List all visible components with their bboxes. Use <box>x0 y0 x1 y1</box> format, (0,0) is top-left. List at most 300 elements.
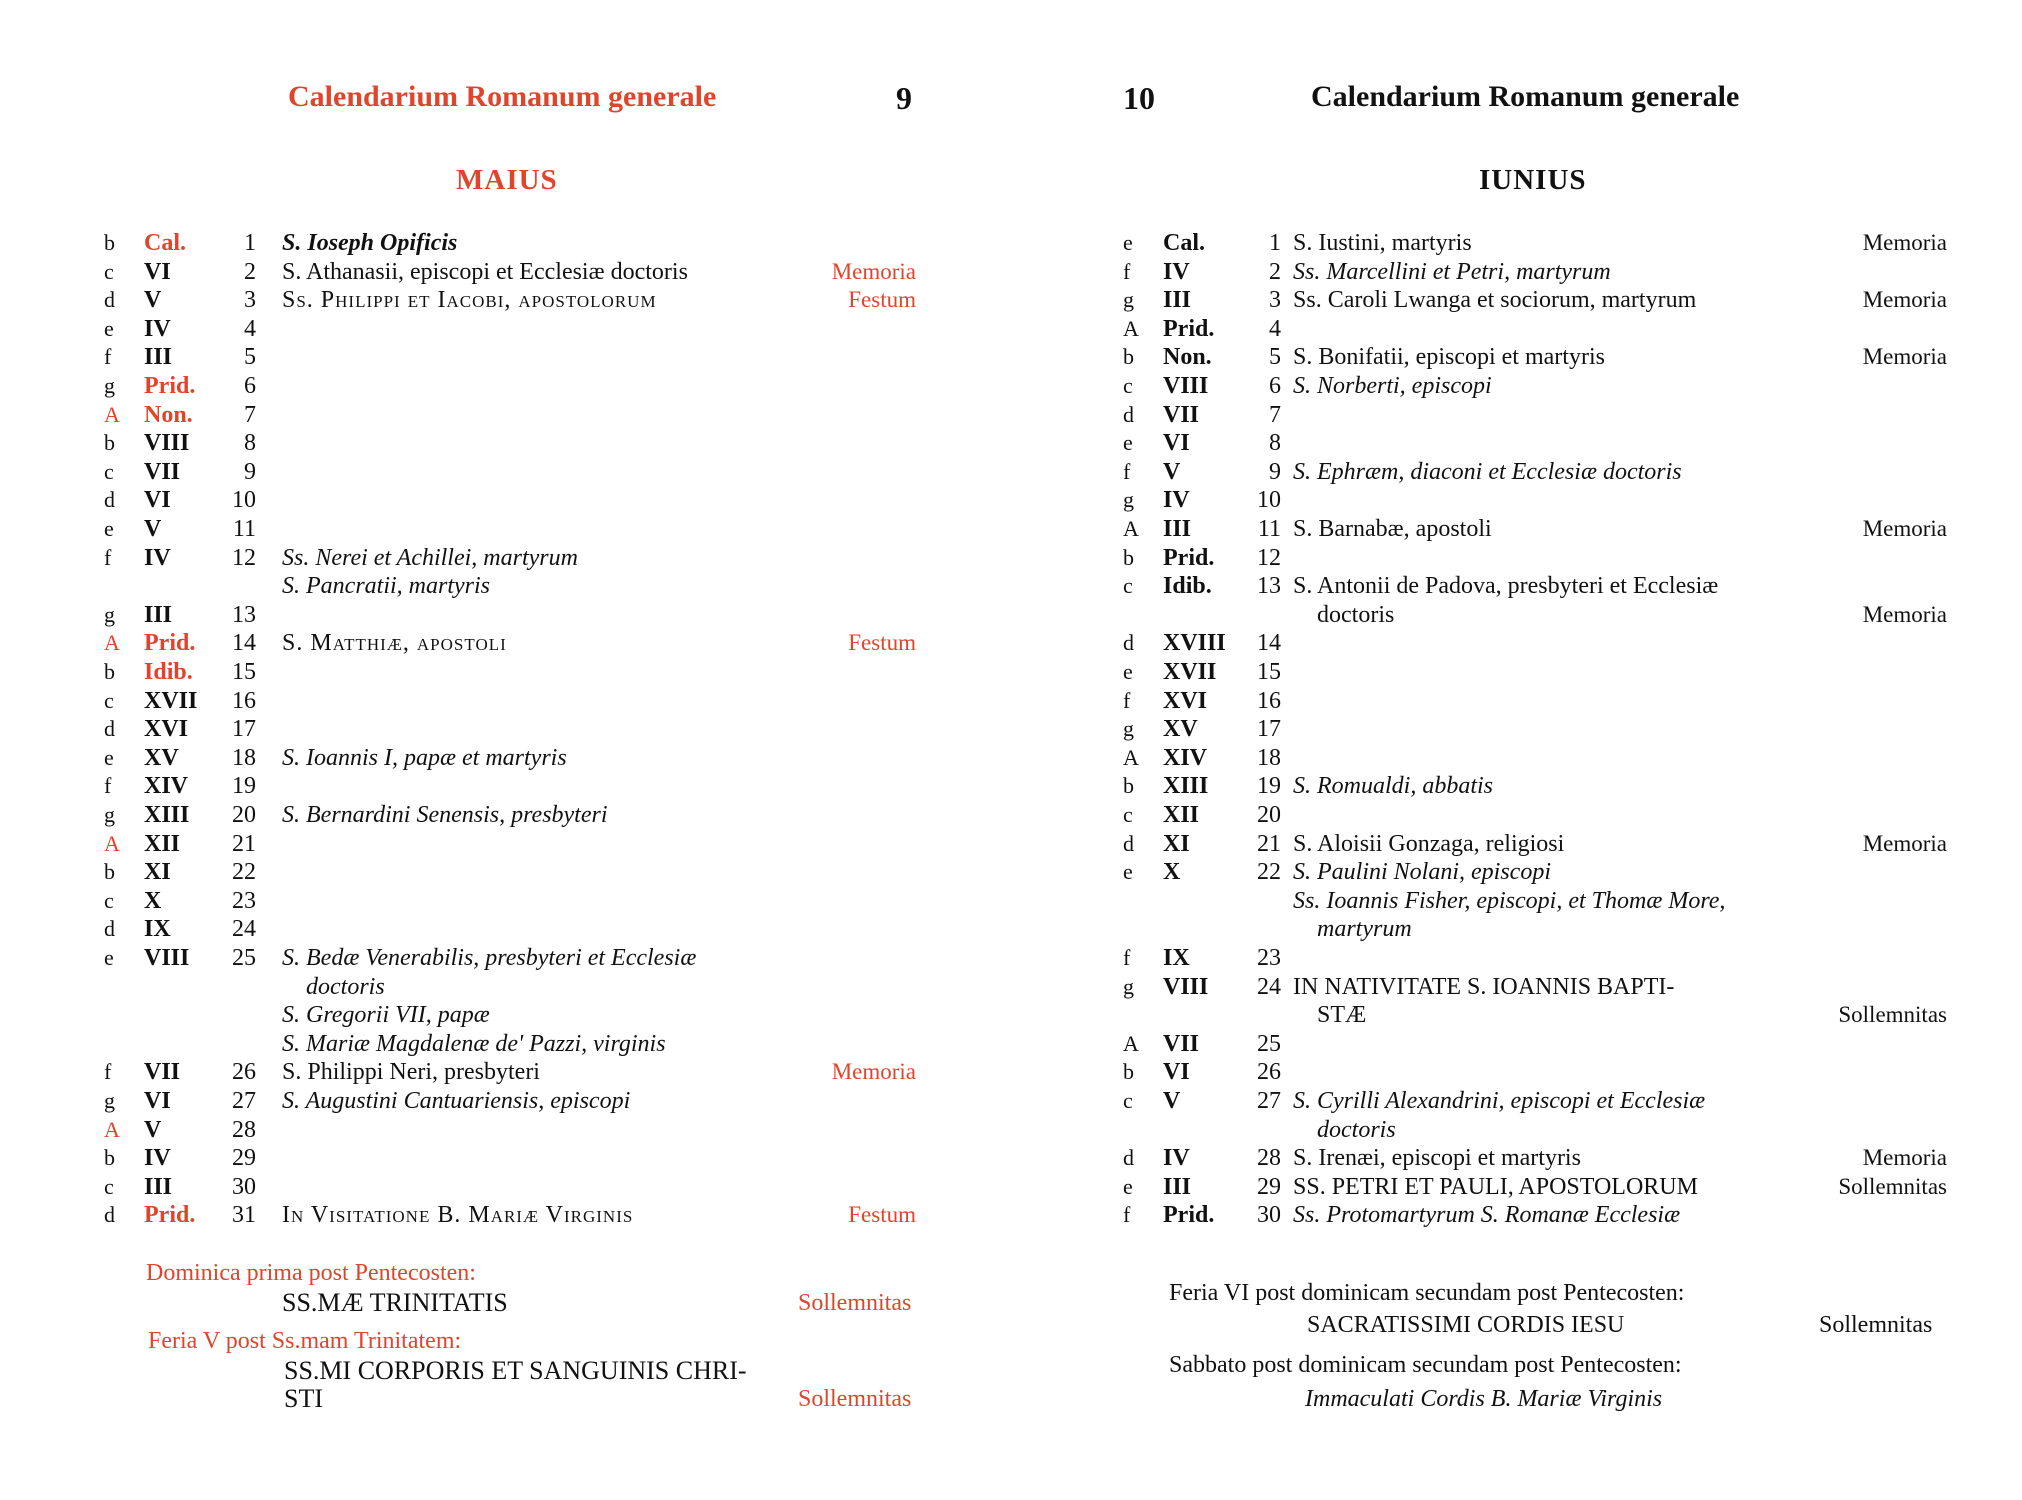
day-number: 17 <box>232 716 256 743</box>
day-number: 7 <box>244 401 256 428</box>
roman-date: V <box>1163 458 1181 485</box>
day-number: 23 <box>1257 945 1281 971</box>
dominical-letter: A <box>1123 315 1139 341</box>
calendar-row <box>1011 972 2022 1002</box>
day-number: 31 <box>232 1202 256 1229</box>
rank-label: Festum <box>848 287 916 313</box>
day-number: 22 <box>232 859 256 886</box>
dominical-letter: c <box>1123 802 1133 827</box>
day-number: 20 <box>1257 802 1281 828</box>
rank-label: Sollemnitas <box>798 1290 912 1316</box>
roman-date: XI <box>144 859 171 886</box>
roman-date: V <box>1163 1088 1181 1114</box>
page-right <box>1011 0 2022 1500</box>
roman-date: XIV <box>1163 744 1208 771</box>
calendar-row <box>1011 457 2022 487</box>
dominical-letter: g <box>1123 487 1134 513</box>
roman-date: Prid. <box>144 630 196 657</box>
day-number: 2 <box>244 258 256 285</box>
day-number: 19 <box>1257 773 1281 800</box>
day-number: 11 <box>1257 516 1281 542</box>
dominical-letter: f <box>1123 945 1131 970</box>
calendar-row <box>0 657 1011 687</box>
rank-label: Sollemnitas <box>1838 1173 1947 1199</box>
calendar-row <box>1011 1086 2022 1116</box>
calendar-row <box>0 714 1011 744</box>
roman-date: XIII <box>144 802 190 828</box>
day-number: 26 <box>1257 1059 1281 1086</box>
note-intro: Dominica prima post Pentecosten: <box>146 1260 476 1286</box>
calendar-row <box>0 543 1011 573</box>
dominical-letter: b <box>1123 1059 1134 1085</box>
day-number: 6 <box>1269 373 1281 399</box>
celebration-text: doctoris <box>1317 601 1395 628</box>
dominical-letter: e <box>1123 659 1133 684</box>
calendar-row <box>0 342 1011 372</box>
day-number: 8 <box>244 430 256 457</box>
roman-date: XVII <box>1163 659 1217 685</box>
celebration-text: doctoris <box>1317 1116 1396 1143</box>
celebration-text: S. Athanasii, episcopi et Ecclesiæ doctoris <box>282 258 688 285</box>
calendar-row <box>1011 628 2022 658</box>
calendar-row <box>1011 428 2022 458</box>
calendar-row <box>1011 342 2022 372</box>
roman-date: XV <box>1163 716 1198 743</box>
day-number: 10 <box>1257 487 1281 514</box>
dominical-letter: b <box>1123 773 1134 799</box>
dominical-letter: A <box>1123 1030 1139 1056</box>
dominical-letter: e <box>104 516 114 541</box>
dominical-letter: d <box>1123 630 1134 656</box>
dominical-letter: A <box>104 401 120 427</box>
calendar-row <box>0 314 1011 344</box>
calendar-row <box>1011 600 2022 630</box>
dominical-letter: b <box>104 659 115 684</box>
calendar-row <box>1011 914 2022 944</box>
celebration-text: Ss. Marcellini et Petri, martyrum <box>1293 258 1611 285</box>
calendar-row <box>0 1172 1011 1202</box>
note-title: SS.MÆ TRINITATIS <box>282 1288 508 1317</box>
roman-date: III <box>1163 516 1192 542</box>
rank-label: Memoria <box>1862 1145 1947 1171</box>
calendar-row <box>1011 400 2022 430</box>
dominical-letter: A <box>104 630 120 656</box>
day-number: 19 <box>232 773 256 800</box>
roman-date: VI <box>1163 430 1190 457</box>
dominical-letter: b <box>104 230 115 255</box>
day-number: 6 <box>244 373 256 399</box>
dominical-letter: f <box>104 344 112 370</box>
day-number: 15 <box>232 659 256 685</box>
dominical-letter: d <box>104 916 115 942</box>
celebration-text: STÆ <box>1317 1002 1367 1029</box>
roman-date: Cal. <box>1163 230 1205 256</box>
roman-date: X <box>144 887 162 914</box>
roman-date: XII <box>1163 802 1200 828</box>
roman-date: V <box>144 287 162 314</box>
calendar-row <box>1011 1200 2022 1230</box>
dominical-letter: e <box>104 744 114 770</box>
day-number: 12 <box>232 544 256 571</box>
day-number: 23 <box>232 887 256 914</box>
calendar-row <box>1011 800 2022 830</box>
calendar-row <box>0 428 1011 458</box>
dominical-letter: d <box>104 487 115 513</box>
dominical-letter: A <box>1123 744 1139 770</box>
day-number: 1 <box>244 230 256 256</box>
roman-date: Cal. <box>144 230 186 256</box>
day-number: 5 <box>244 344 256 371</box>
day-number: 18 <box>232 744 256 771</box>
roman-date: XIV <box>144 773 189 800</box>
dominical-letter: f <box>1123 458 1131 484</box>
day-number: 9 <box>244 458 256 485</box>
roman-date: XV <box>144 744 179 771</box>
roman-date: IV <box>1163 487 1190 514</box>
day-number: 29 <box>232 1145 256 1172</box>
calendar-row <box>0 285 1011 315</box>
calendar-row <box>1011 771 2022 801</box>
day-number: 26 <box>232 1059 256 1086</box>
celebration-text: S. Cyrilli Alexandrini, episcopi et Ecclesiæ <box>1293 1088 1706 1114</box>
roman-date: VIII <box>144 430 190 457</box>
roman-date: Prid. <box>1163 315 1215 342</box>
calendar-row <box>0 371 1011 401</box>
calendar-row <box>0 686 1011 716</box>
calendar-row <box>1011 543 2022 573</box>
calendar-row <box>0 1086 1011 1116</box>
day-number: 21 <box>232 830 256 857</box>
rank-label: Memoria <box>1862 601 1947 627</box>
dominical-letter: f <box>1123 687 1131 713</box>
celebration-text: S. Irenæi, episcopi et martyris <box>1293 1145 1581 1172</box>
day-number: 21 <box>1257 830 1281 857</box>
calendar-row <box>0 1115 1011 1145</box>
day-number: 15 <box>1257 659 1281 685</box>
calendar-row <box>0 628 1011 658</box>
roman-date: III <box>144 601 173 628</box>
page-number: 10 <box>1123 80 1155 116</box>
day-number: 1 <box>1269 230 1281 256</box>
month-title: IUNIUS <box>1479 164 1587 196</box>
roman-date: Non. <box>1163 344 1212 371</box>
day-number: 14 <box>232 630 256 657</box>
calendar-row <box>1011 829 2022 859</box>
dominical-letter: c <box>1123 573 1133 599</box>
celebration-text: S. Matthiæ, apostoli <box>282 630 507 657</box>
rank-label: Sollemnitas <box>1819 1312 1933 1338</box>
celebration-text: S. Antonii de Padova, presbyteri et Ecclesiæ <box>1293 573 1719 600</box>
day-number: 29 <box>1257 1173 1281 1200</box>
calendar-row <box>1011 1143 2022 1173</box>
celebration-text: Ss. Nerei et Achillei, martyrum <box>282 544 578 571</box>
calendar-row <box>1011 657 2022 687</box>
dominical-letter: c <box>1123 1088 1133 1113</box>
celebration-text: SS. PETRI ET PAULI, APOSTOLORUM <box>1293 1173 1698 1200</box>
note-title: SS.MI CORPORIS ET SANGUINIS CHRI- <box>284 1356 747 1385</box>
calendar-row <box>0 600 1011 630</box>
celebration-text: S. Iustini, martyris <box>1293 230 1472 256</box>
dominical-letter: b <box>104 1145 115 1171</box>
calendar-row <box>0 829 1011 859</box>
roman-date: III <box>1163 1173 1192 1200</box>
running-title: Calendarium Romanum generale <box>1311 80 1740 113</box>
dominical-letter: g <box>104 601 115 627</box>
celebration-text: S. Mariæ Magdalenæ de' Pazzi, virginis <box>282 1030 666 1057</box>
calendar-row <box>1011 714 2022 744</box>
roman-date: XII <box>144 830 181 857</box>
day-number: 25 <box>1257 1030 1281 1057</box>
day-number: 16 <box>1257 687 1281 714</box>
running-title: Calendarium Romanum generale <box>288 80 717 113</box>
roman-date: III <box>144 1173 173 1200</box>
calendar-row <box>1011 1057 2022 1087</box>
calendar-row <box>1011 886 2022 916</box>
calendar-row <box>0 485 1011 515</box>
roman-date: XVI <box>1163 687 1208 714</box>
dominical-letter: A <box>104 1116 120 1142</box>
note-title: STI <box>284 1384 323 1413</box>
rank-label: Memoria <box>1862 830 1947 856</box>
calendar-row <box>1011 1000 2022 1030</box>
celebration-text: IN NATIVITATE S. IOANNIS BAPTI- <box>1293 973 1675 1000</box>
rank-label: Memoria <box>831 1059 916 1085</box>
dominical-letter: d <box>104 287 115 313</box>
calendar-row <box>1011 285 2022 315</box>
dominical-letter: e <box>1123 230 1133 255</box>
roman-date: IV <box>144 544 171 571</box>
calendar-row <box>0 1057 1011 1087</box>
calendar-row <box>1011 371 2022 401</box>
calendar-row <box>0 228 1011 258</box>
roman-date: III <box>144 344 173 371</box>
roman-date: IV <box>1163 258 1190 285</box>
calendar-row <box>0 1143 1011 1173</box>
calendar-row <box>0 743 1011 773</box>
dominical-letter: f <box>1123 1202 1131 1228</box>
celebration-text: S. Romualdi, abbatis <box>1293 773 1494 800</box>
day-number: 11 <box>232 516 256 542</box>
calendar-row <box>1011 228 2022 258</box>
dominical-letter: c <box>104 458 114 484</box>
note-title: SACRATISSIMI CORDIS IESU <box>1307 1312 1625 1338</box>
celebration-text: Ss. Philippi et Iacobi, apostolorum <box>282 287 657 314</box>
calendar-row <box>1011 571 2022 601</box>
celebration-text: martyrum <box>1317 916 1412 943</box>
roman-date: IV <box>1163 1145 1190 1172</box>
roman-date: IV <box>144 315 171 342</box>
roman-date: VII <box>144 1059 181 1086</box>
roman-date: VI <box>1163 1059 1190 1086</box>
day-number: 28 <box>1257 1145 1281 1172</box>
celebration-text: S. Gregorii VII, papæ <box>282 1002 490 1029</box>
celebration-text: S. Norberti, episcopi <box>1293 373 1492 399</box>
celebration-text: S. Aloisii Gonzaga, religiosi <box>1293 830 1565 857</box>
day-number: 24 <box>1257 973 1281 1000</box>
day-number: 27 <box>232 1088 256 1114</box>
dominical-letter: d <box>1123 1145 1134 1171</box>
note-intro: Sabbato post dominicam secundam post Pentecosten: <box>1169 1352 1682 1378</box>
dominical-letter: b <box>1123 344 1134 370</box>
dominical-letter: b <box>1123 544 1134 570</box>
day-number: 22 <box>1257 859 1281 886</box>
roman-date: VI <box>144 1088 171 1114</box>
dominical-letter: c <box>104 1173 114 1199</box>
day-number: 10 <box>232 487 256 514</box>
roman-date: Prid. <box>1163 1202 1215 1229</box>
roman-date: III <box>1163 287 1192 314</box>
calendar-row <box>0 400 1011 430</box>
calendar-row <box>0 914 1011 944</box>
rank-label: Sollemnitas <box>798 1386 912 1412</box>
roman-date: XVII <box>144 687 198 714</box>
calendar-row <box>0 857 1011 887</box>
calendar-row <box>1011 943 2022 973</box>
calendar-row <box>0 800 1011 830</box>
roman-date: Idib. <box>1163 573 1212 600</box>
dominical-letter: e <box>104 315 114 341</box>
dominical-letter: f <box>104 1059 112 1085</box>
note-intro: Feria V post Ss.mam Trinitatem: <box>148 1328 462 1354</box>
roman-date: XIII <box>1163 773 1209 800</box>
rank-label: Memoria <box>1862 516 1947 541</box>
day-number: 14 <box>1257 630 1281 657</box>
calendar-row <box>0 1000 1011 1030</box>
calendar-row <box>1011 485 2022 515</box>
roman-date: VIII <box>1163 373 1209 399</box>
dominical-letter: d <box>1123 830 1134 856</box>
celebration-text: S. Barnabæ, apostoli <box>1293 516 1492 542</box>
celebration-text: S. Augustini Cantuariensis, episcopi <box>282 1088 631 1114</box>
dominical-letter: e <box>1123 430 1133 456</box>
month-title: MAIUS <box>456 164 558 196</box>
roman-date: Prid. <box>144 373 196 399</box>
dominical-letter: A <box>104 830 120 856</box>
day-number: 30 <box>1257 1202 1281 1229</box>
rank-label: Festum <box>848 630 916 656</box>
calendar-row <box>0 1029 1011 1059</box>
dominical-letter: c <box>104 258 114 284</box>
dominical-letter: d <box>1123 401 1134 427</box>
roman-date: Prid. <box>1163 544 1215 571</box>
calendar-row <box>1011 514 2022 544</box>
roman-date: IX <box>144 916 171 943</box>
roman-date: XVI <box>144 716 189 743</box>
celebration-text: Ss. Caroli Lwanga et sociorum, martyrum <box>1293 287 1697 314</box>
roman-date: VI <box>144 258 171 285</box>
celebration-text: S. Philippi Neri, presbyteri <box>282 1059 540 1086</box>
day-number: 16 <box>232 687 256 714</box>
day-number: 4 <box>1269 315 1281 342</box>
dominical-letter: g <box>104 373 115 398</box>
dominical-letter: g <box>1123 716 1134 742</box>
celebration-text: S. Paulini Nolani, episcopi <box>1293 859 1551 886</box>
day-number: 3 <box>1269 287 1281 314</box>
calendar-row <box>1011 857 2022 887</box>
celebration-text: doctoris <box>306 973 385 1000</box>
dominical-letter: e <box>104 945 114 970</box>
dominical-letter: b <box>104 430 115 456</box>
rank-label: Festum <box>848 1202 916 1228</box>
celebration-text: Ss. Protomartyrum S. Romanæ Ecclesiæ <box>1293 1202 1681 1229</box>
calendar-row <box>0 514 1011 544</box>
day-number: 5 <box>1269 344 1281 371</box>
note-title: Immaculati Cordis B. Mariæ Virginis <box>1305 1386 1663 1412</box>
roman-date: XI <box>1163 830 1190 857</box>
celebration-text: Ss. Ioannis Fisher, episcopi, et Thomæ More, <box>1293 887 1726 914</box>
celebration-text: S. Pancratii, martyris <box>282 573 490 600</box>
dominical-letter: f <box>1123 258 1131 284</box>
dominical-letter: g <box>104 1088 115 1113</box>
roman-date: VIII <box>144 945 190 971</box>
day-number: 13 <box>232 601 256 628</box>
roman-date: VII <box>144 458 181 485</box>
day-number: 18 <box>1257 744 1281 771</box>
dominical-letter: f <box>104 544 112 570</box>
day-number: 12 <box>1257 544 1281 571</box>
roman-date: VI <box>144 487 171 514</box>
roman-date: IX <box>1163 945 1190 971</box>
note-intro: Feria VI post dominicam secundam post Pentecosten: <box>1169 1280 1685 1306</box>
day-number: 17 <box>1257 716 1281 743</box>
rank-label: Memoria <box>1862 287 1947 313</box>
calendar-row <box>0 886 1011 916</box>
dominical-letter: c <box>1123 373 1133 398</box>
dominical-letter: g <box>104 802 115 827</box>
day-number: 27 <box>1257 1088 1281 1114</box>
day-number: 30 <box>232 1173 256 1200</box>
dominical-letter: e <box>1123 859 1133 885</box>
rank-label: Memoria <box>1862 230 1947 255</box>
day-number: 20 <box>232 802 256 828</box>
dominical-letter: g <box>1123 973 1134 999</box>
dominical-letter: d <box>104 716 115 742</box>
roman-date: VII <box>1163 1030 1200 1057</box>
celebration-text: S. Ioannis I, papæ et martyris <box>282 744 567 771</box>
rank-label: Memoria <box>831 258 916 284</box>
roman-date: IV <box>144 1145 171 1172</box>
celebration-text: S. Ioseph Opificis <box>282 230 458 256</box>
dominical-letter: c <box>104 687 114 713</box>
day-number: 7 <box>1269 401 1281 428</box>
dominical-letter: d <box>104 1202 115 1228</box>
roman-date: X <box>1163 859 1181 886</box>
day-number: 8 <box>1269 430 1281 457</box>
day-number: 3 <box>244 287 256 314</box>
calendar-row <box>1011 314 2022 344</box>
roman-date: XVIII <box>1163 630 1226 657</box>
celebration-text: S. Bonifatii, episcopi et martyris <box>1293 344 1605 371</box>
day-number: 9 <box>1269 458 1281 485</box>
day-number: 13 <box>1257 573 1281 600</box>
day-number: 2 <box>1269 258 1281 285</box>
dominical-letter: e <box>1123 1173 1133 1199</box>
calendar-row <box>1011 1115 2022 1145</box>
celebration-text: S. Bedæ Venerabilis, presbyteri et Ecclesiæ <box>282 945 697 971</box>
roman-date: V <box>144 1116 162 1143</box>
rank-label: Sollemnitas <box>1838 1002 1947 1028</box>
celebration-text: S. Ephræm, diaconi et Ecclesiæ doctoris <box>1293 458 1682 485</box>
calendar-row <box>0 972 1011 1002</box>
calendar-row <box>1011 686 2022 716</box>
page-number: 9 <box>896 80 912 116</box>
roman-date: VII <box>1163 401 1200 428</box>
calendar-row <box>1011 257 2022 287</box>
calendar-row <box>0 457 1011 487</box>
dominical-letter: f <box>104 773 112 799</box>
day-number: 25 <box>232 945 256 971</box>
dominical-letter: c <box>104 887 114 913</box>
